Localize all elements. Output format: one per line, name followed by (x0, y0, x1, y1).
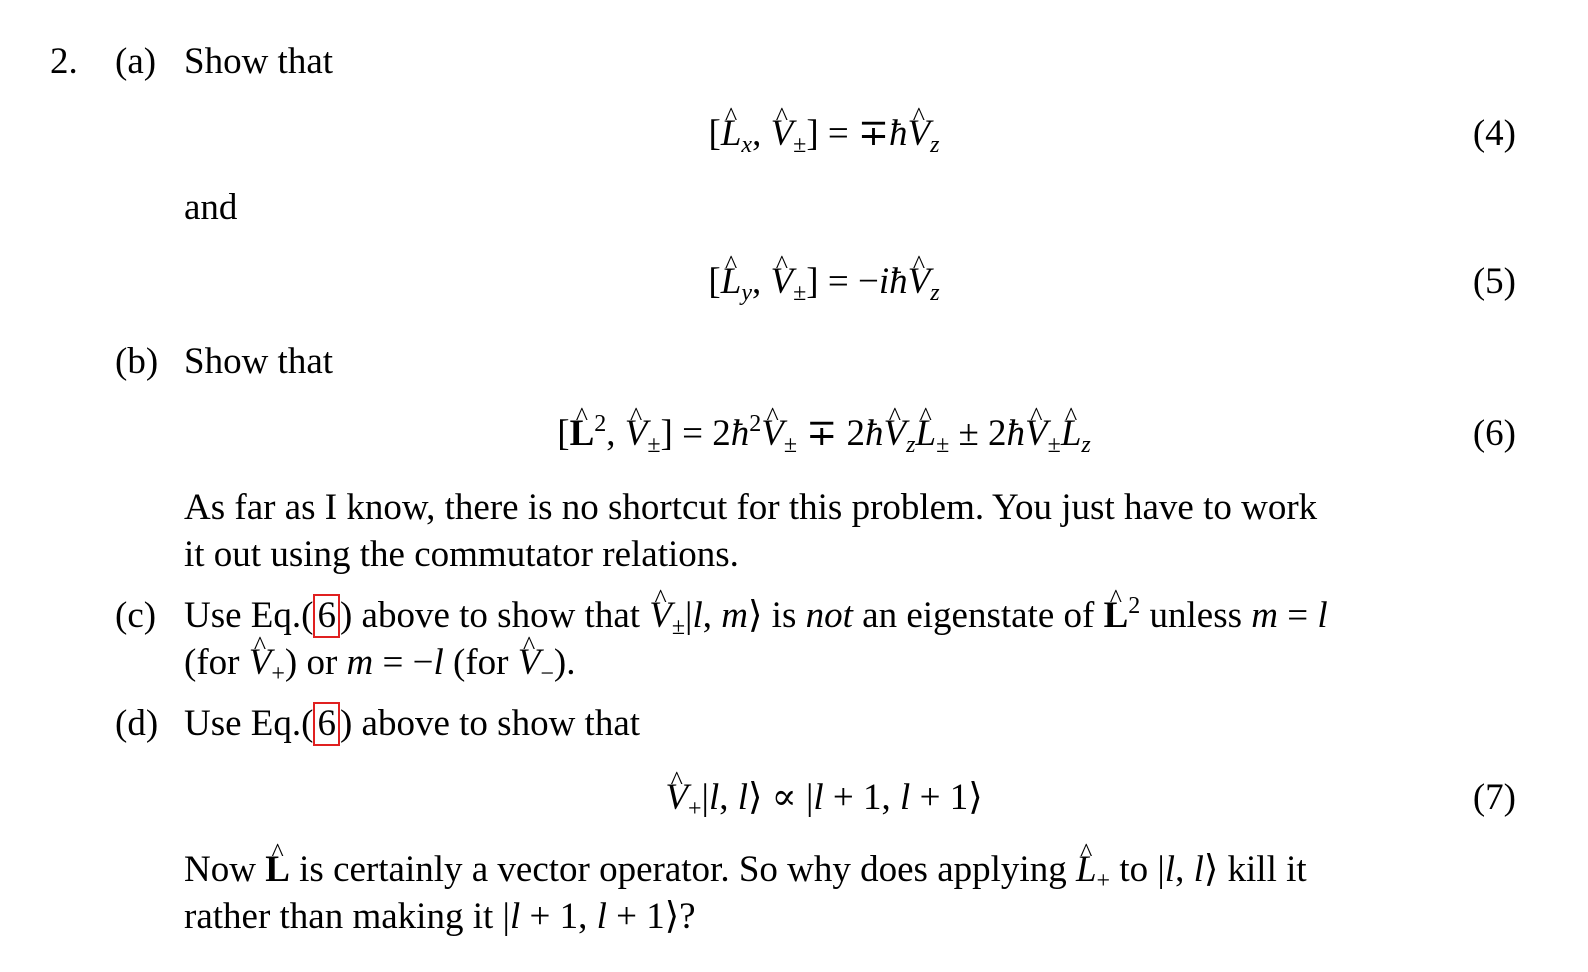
equation-6: [L ^$^2$, V $\^{}_\pm$] = $2ħ^2V$ $\^{}_\pm$ ∓ 2ħV $\^{}_zL$ $\^{}_\pm$ ± 2ħV $\^{}_\pm L$ $\^{}_z$ (0, 410, 1588, 457)
equation-5-number: (5) (1472, 261, 1516, 302)
part-c-line2: (for V $\^{}_+$) or m = −l (for V $\^{}_-$). (184, 639, 575, 686)
part-a-label: (a) (115, 41, 157, 82)
part-c-line1: Use Eq.( 6 ) above to show that V $\^{}_\pm|l$, m⟩ is not an eigenstate of L ^$^2$ unless m = l (184, 592, 1328, 639)
equation-4-number: (4) (1472, 113, 1516, 154)
part-d-vector-text: is certainly a vector operator. So why does applying (299, 849, 1067, 890)
equation-4: [L $\^{}_x$, V $\^{}_\pm$] = ∓ħV $\^{}_z$ (0, 110, 1588, 157)
part-d-kill-text: kill it (1227, 849, 1307, 890)
part-d-question-line1: Now L ^ is certainly a vector operator. So why does applying L $\^{}_+$ to |l, l⟩ kill it (184, 846, 1520, 893)
equation-7: V $\^{}_+|l$, l⟩ ∝ |l + 1, l + 1⟩ (0, 774, 1588, 821)
part-d-line1 (184, 700, 640, 747)
part-c-label: (c) (115, 595, 157, 636)
part-c-for2-text: (for (453, 642, 509, 683)
part-d-rather-text: rather than making it (184, 896, 494, 937)
part-d-question-line2: rather than making it |l + 1, l + 1⟩? (184, 896, 696, 937)
part-d-use-text: Use Eq.( (184, 703, 314, 744)
part-c-unless-text: unless (1149, 595, 1242, 636)
equation-6-link-d[interactable]: 6 (313, 702, 340, 746)
equation-7-number: (7) (1472, 777, 1516, 818)
part-b-intro: Show that (184, 341, 334, 382)
problem-number: 2. (50, 41, 78, 82)
part-d-after-text: ) above to show that (339, 703, 641, 744)
part-c-is-text: is (771, 595, 797, 636)
part-c-not-text: not (805, 595, 853, 636)
equation-5: [L $\^{}_y$, V $\^{}_\pm$] = −iħV $\^{}_z$ (0, 258, 1588, 305)
part-d-label: (d) (115, 703, 159, 744)
part-b-label: (b) (115, 341, 159, 382)
part-c-for1-text: (for (184, 642, 240, 683)
equation-6-number: (6) (1472, 413, 1516, 454)
part-c-or-text: or (306, 642, 338, 683)
part-a-connector: and (184, 187, 238, 228)
part-d-to-text: to (1119, 849, 1149, 890)
part-c-after-text: ) above to show that (339, 595, 641, 636)
part-c-use-text: Use Eq.( (184, 595, 314, 636)
part-a-intro: Show that (184, 41, 334, 82)
part-b-note-line1: As far as I know, there is no shortcut for this problem. You just have to work (184, 487, 1318, 528)
part-d-now-text: Now (184, 849, 256, 890)
part-b-note-line2: it out using the commutator relations. (184, 534, 739, 575)
part-c-eigen-text: an eigenstate of (862, 595, 1095, 636)
equation-6-link[interactable]: 6 (313, 594, 340, 638)
